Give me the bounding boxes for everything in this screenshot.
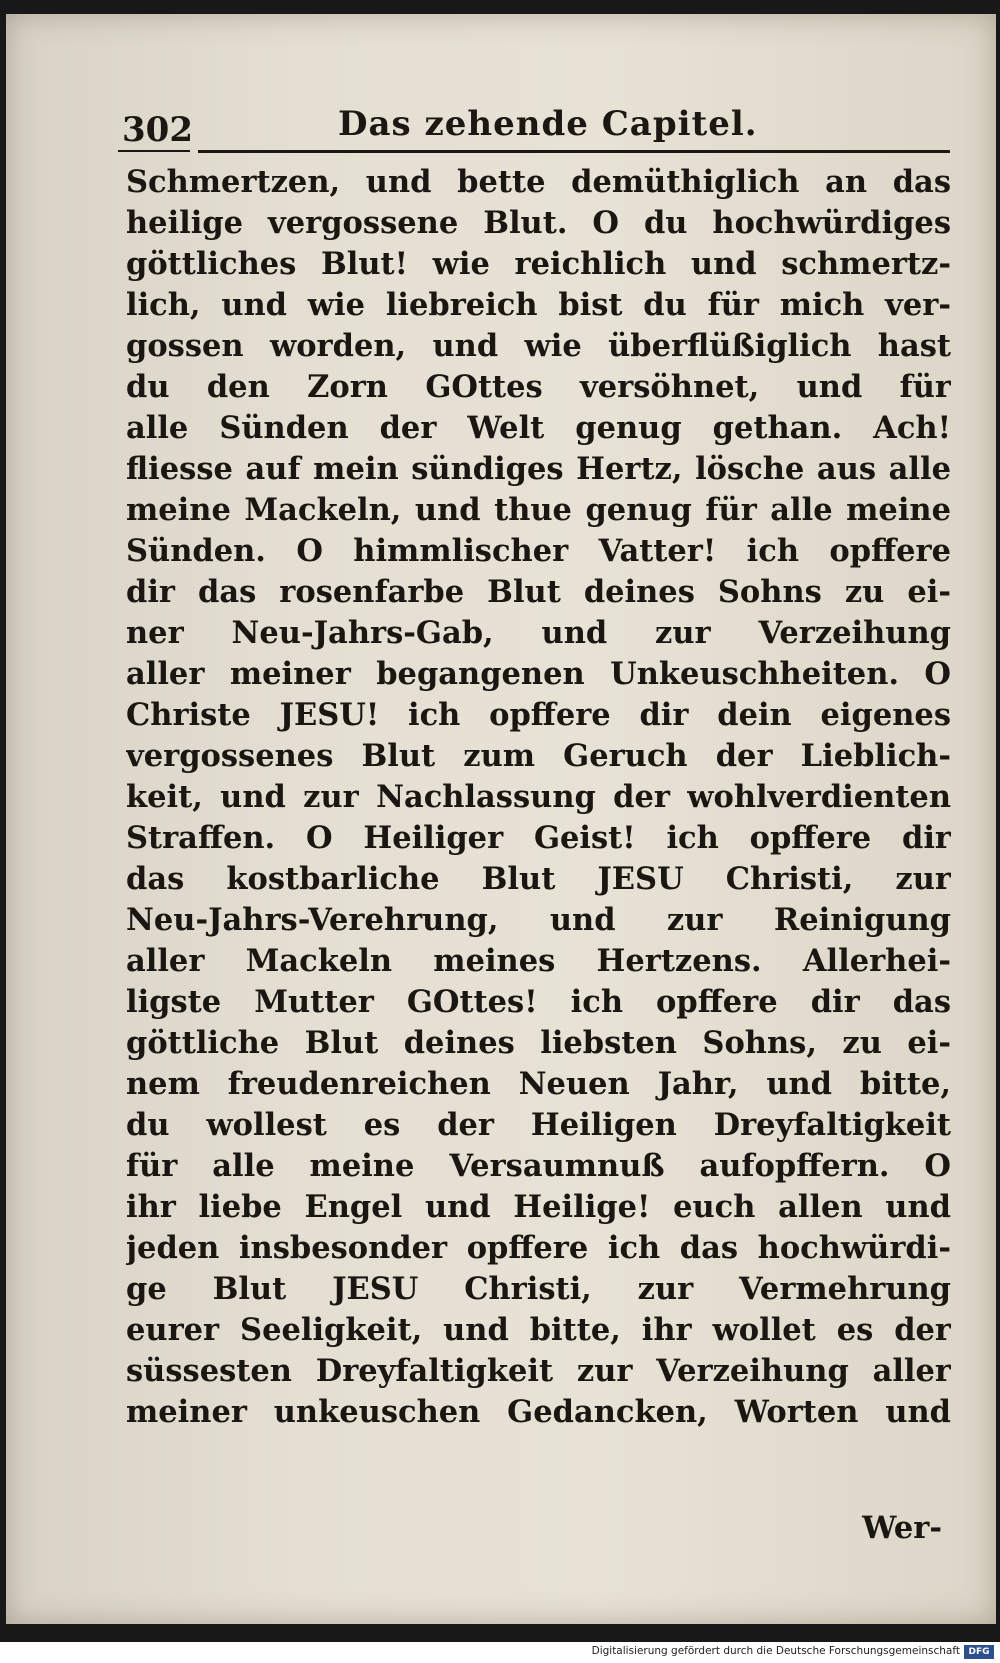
- header-rule-short: [118, 150, 190, 152]
- text-line: ihr liebe Engel und Heilige! euch allen und: [126, 1189, 951, 1225]
- page-header: [118, 92, 948, 152]
- text-line: ge Blut JESU Christi, zur Vermehrung: [126, 1271, 951, 1307]
- text-line: ligste Mutter GOttes! ich opffere dir das: [126, 984, 951, 1020]
- text-line: nem freudenreichen Neuen Jahr, und bitte,: [126, 1066, 951, 1102]
- text-line: jeden insbesonder opffere ich das hochwürdi-: [126, 1230, 951, 1266]
- text-line: meiner unkeuschen Gedancken, Worten und: [126, 1394, 951, 1430]
- book-page: [6, 14, 996, 1624]
- text-line: fliesse auf mein sündiges Hertz, lösche aus alle: [126, 451, 951, 487]
- text-line: aller Mackeln meines Hertzens. Allerhei-: [126, 943, 951, 979]
- text-line: alle Sünden der Welt genug gethan. Ach!: [126, 410, 951, 446]
- body-text: [126, 162, 951, 1433]
- dfg-logo: DFG: [964, 1645, 994, 1659]
- text-line: göttliche Blut deines liebsten Sohns, zu ei-: [126, 1025, 951, 1061]
- text-line: lich, und wie liebreich bist du für mich ver-: [126, 287, 951, 323]
- text-line: keit, und zur Nachlassung der wohlverdienten: [126, 779, 951, 815]
- text-line: du den Zorn GOttes versöhnet, und für: [126, 369, 951, 405]
- text-line: süssesten Dreyfaltigkeit zur Verzeihung aller: [126, 1353, 951, 1389]
- text-line: vergossenes Blut zum Geruch der Lieblich-: [126, 738, 951, 774]
- catchword: Wer-: [862, 1510, 942, 1546]
- text-line: Neu-Jahrs-Verehrung, und zur Reinigung: [126, 902, 951, 938]
- text-line: für alle meine Versaumnuß aufopffern. O: [126, 1148, 951, 1184]
- text-line: ner Neu-Jahrs-Gab, und zur Verzeihung: [126, 615, 951, 651]
- text-line: gossen worden, und wie überflüßiglich hast: [126, 328, 951, 364]
- text-line: dir das rosenfarbe Blut deines Sohns zu ei-: [126, 574, 951, 610]
- text-line: meine Mackeln, und thue genug für alle meine: [126, 492, 951, 528]
- text-line: göttliches Blut! wie reichlich und schmertz-: [126, 246, 951, 282]
- text-line: du wollest es der Heiligen Dreyfaltigkeit: [126, 1107, 951, 1143]
- text-line: eurer Seeligkeit, und bitte, ihr wollet es der: [126, 1312, 951, 1348]
- text-line: heilige vergossene Blut. O du hochwürdiges: [126, 205, 951, 241]
- text-line: Christe JESU! ich opffere dir dein eigenes: [126, 697, 951, 733]
- running-title: Das zehende Capitel.: [338, 104, 758, 144]
- footer-credit: Digitalisierung gefördert durch die Deutsche Forschungsgemeinschaft: [591, 1645, 960, 1657]
- page-number: 302: [122, 110, 193, 150]
- digitization-footer: [0, 1642, 1000, 1663]
- text-line: das kostbarliche Blut JESU Christi, zur: [126, 861, 951, 897]
- text-line: Schmertzen, und bette demüthiglich an das: [126, 164, 951, 200]
- text-line: Straffen. O Heiliger Geist! ich opffere dir: [126, 820, 951, 856]
- text-line: aller meiner begangenen Unkeuschheiten. O: [126, 656, 951, 692]
- text-line: Sünden. O himmlischer Vatter! ich opffere: [126, 533, 951, 569]
- header-rule: [198, 150, 950, 153]
